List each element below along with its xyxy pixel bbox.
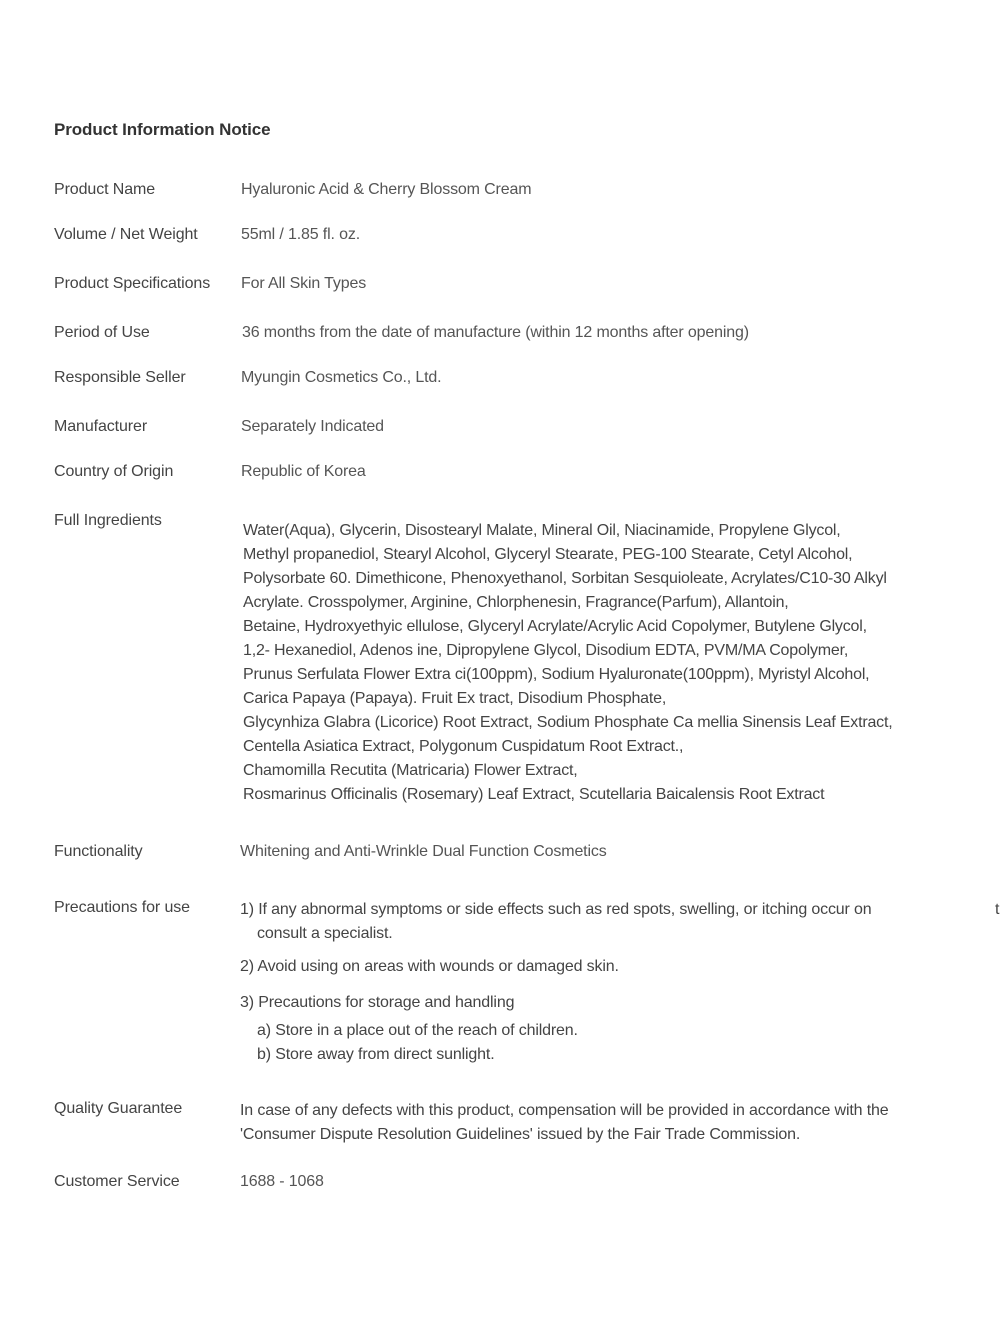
ingredients-list <box>243 519 943 807</box>
quality-value <box>240 1099 889 1147</box>
ingredients-label: Full Ingredients <box>54 512 162 529</box>
ingredients-line: Polysorbate 60. Dimethicone, Phenoxyethanol, Sorbitan Sesquioleate, Acrylates/C10-30 Alkyl <box>243 570 887 587</box>
volume-value: 55ml / 1.85 fl. oz. <box>241 226 360 243</box>
precaution-item-1-overflow: t <box>995 901 1000 918</box>
manufacturer-value: Separately Indicated <box>241 418 384 435</box>
page-title: Product Information Notice <box>54 120 271 139</box>
product-name-value: Hyaluronic Acid & Cherry Blossom Cream <box>241 181 532 198</box>
ingredients-line: Prunus Serfulata Flower Extra ci(100ppm), Sodium Hyaluronate(100ppm), Myristyl Alcohol, <box>243 666 870 683</box>
ingredients-line: Carica Papaya (Papaya). Fruit Ex tract, Disodium Phosphate, <box>243 690 667 707</box>
ingredients-line: Methyl propanediol, Stearyl Alcohol, Glyceryl Stearate, PEG-100 Stearate, Cetyl Alcohol, <box>243 546 853 563</box>
precautions-label: Precautions for use <box>54 899 190 916</box>
ingredients-line: Betaine, Hydroxyethyic ellulose, Glyceryl Acrylate/Acrylic Acid Copolymer, Butylene Glycol, <box>243 618 867 635</box>
precaution-item-3: 3) Precautions for storage and handling <box>240 994 515 1011</box>
origin-label: Country of Origin <box>54 463 174 480</box>
ingredients-line: Centella Asiatica Extract, Polygonum Cuspidatum Root Extract., <box>243 738 684 755</box>
ingredients-line: Chamomilla Recutita (Matricaria) Flower Extract, <box>243 762 578 779</box>
seller-value: Myungin Cosmetics Co., Ltd. <box>241 369 442 386</box>
origin-value: Republic of Korea <box>241 463 366 480</box>
ingredients-line: Glycynhiza Glabra (Licorice) Root Extract, Sodium Phosphate Ca mellia Sinensis Leaf Extract, <box>243 714 893 731</box>
precaution-item-2: 2) Avoid using on areas with wounds or damaged skin. <box>240 958 619 975</box>
ingredients-line: Water(Aqua), Glycerin, Disostearyl Malate, Mineral Oil, Niacinamide, Propylene Glycol, <box>243 522 841 539</box>
customer-service-label: Customer Service <box>54 1173 180 1190</box>
functionality-value: Whitening and Anti-Wrinkle Dual Function Cosmetics <box>240 843 607 860</box>
period-label: Period of Use <box>54 324 150 341</box>
ingredients-line: Rosmarinus Officinalis (Rosemary) Leaf Extract, Scutellaria Baicalensis Root Extract <box>243 786 825 803</box>
functionality-label: Functionality <box>54 843 143 860</box>
specifications-label: Product Specifications <box>54 275 211 292</box>
quality-line-1: In case of any defects with this product, compensation will be provided in accordance with the <box>240 1102 889 1119</box>
ingredients-line: Acrylate. Crosspolymer, Arginine, Chlorphenesin, Fragrance(Parfum), Allantoin, <box>243 594 789 611</box>
quality-line-2: 'Consumer Dispute Resolution Guidelines' issued by the Fair Trade Commission. <box>240 1126 801 1143</box>
volume-label: Volume / Net Weight <box>54 226 198 243</box>
seller-label: Responsible Seller <box>54 369 186 386</box>
ingredients-line: 1,2- Hexanediol, Adenos ine, Dipropylene Glycol, Disodium EDTA, PVM/MA Copolymer, <box>243 642 849 659</box>
product-name-label: Product Name <box>54 181 156 198</box>
precaution-item-1: 1) If any abnormal symptoms or side effects such as red spots, swelling, or itching occur on <box>240 901 872 918</box>
precaution-item-3b: b) Store away from direct sunlight. <box>257 1046 495 1063</box>
customer-service-value: 1688 - 1068 <box>240 1173 324 1190</box>
period-value: 36 months from the date of manufacture (within 12 months after opening) <box>242 324 749 341</box>
precaution-item-3a: a) Store in a place out of the reach of children. <box>257 1022 578 1039</box>
precaution-item-1-continued: consult a specialist. <box>257 925 393 942</box>
specifications-value: For All Skin Types <box>241 275 367 292</box>
manufacturer-label: Manufacturer <box>54 418 148 435</box>
quality-label: Quality Guarantee <box>54 1100 183 1117</box>
